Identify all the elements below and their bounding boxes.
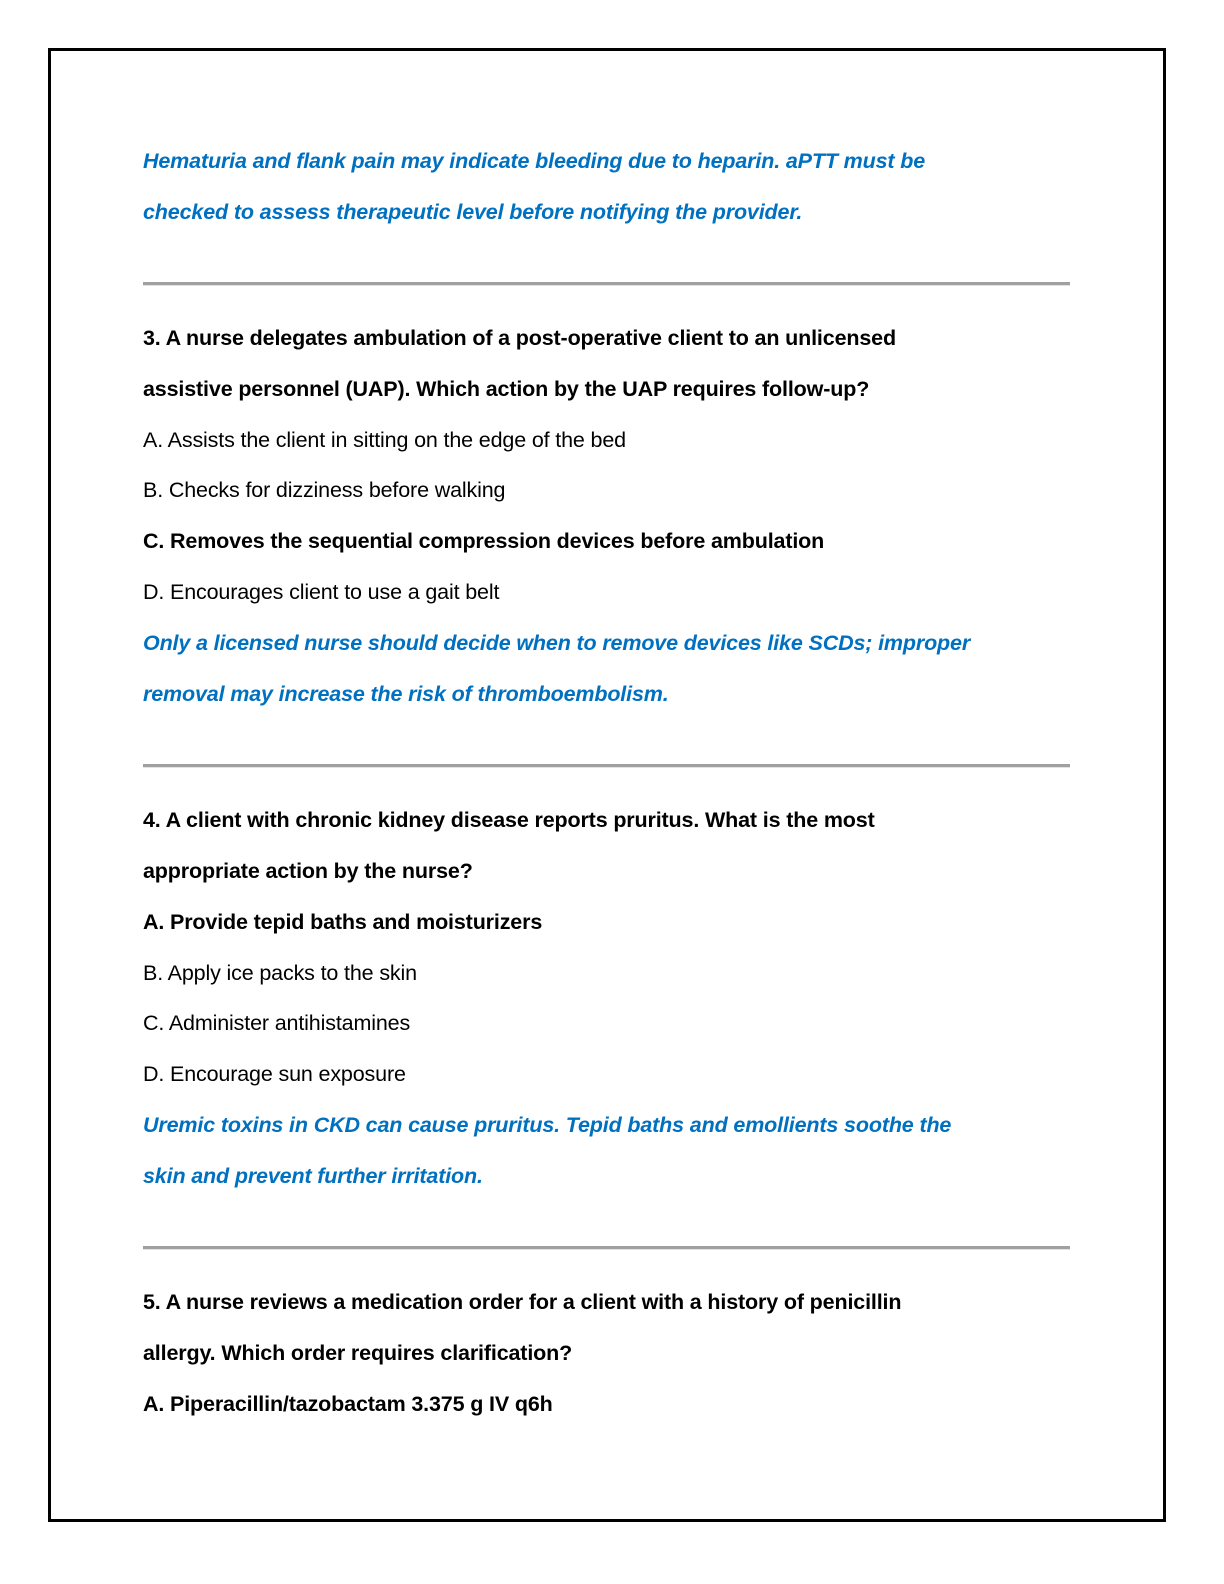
- answer-option-b: B. Apply ice packs to the skin: [143, 960, 417, 985]
- question-text: allergy. Which order requires clarification?: [143, 1340, 573, 1365]
- rationale-line: removal may increase the risk of thromboembolism.: [143, 682, 669, 707]
- question-text: 3. A nurse delegates ambulation of a post-operative client to an unlicensed: [143, 325, 896, 350]
- question-block-3: [143, 313, 1073, 720]
- question-text: 5. A nurse reviews a medication order for a client with a history of penicillin: [143, 1290, 902, 1315]
- answer-option-b: B. Checks for dizziness before walking: [143, 478, 506, 503]
- intro-rationale: [143, 136, 1073, 238]
- question-text: 4. A client with chronic kidney disease reports pruritus. What is the most: [143, 807, 875, 832]
- answer-option-c-correct: C. Removes the sequential compression devices before ambulation: [143, 529, 825, 554]
- question-block-5: [143, 1277, 1073, 1430]
- answer-option-c: C. Administer antihistamines: [143, 1011, 411, 1036]
- rationale-line: Only a licensed nurse should decide when to remove devices like SCDs; improper: [143, 631, 971, 656]
- answer-option-d: D. Encourage sun exposure: [143, 1062, 406, 1087]
- rationale-line: Hematuria and flank pain may indicate bleeding due to heparin. aPTT must be: [143, 149, 926, 173]
- rationale-line: checked to assess therapeutic level before notifying the provider.: [143, 199, 803, 224]
- answer-option-a-correct: A. Provide tepid baths and moisturizers: [143, 909, 543, 934]
- question-block-4: [143, 795, 1073, 1202]
- answer-option-a-correct: A. Piperacillin/tazobactam 3.375 g IV q6h: [143, 1391, 553, 1416]
- question-text: appropriate action by the nurse?: [143, 858, 473, 883]
- answer-option-d: D. Encourages client to use a gait belt: [143, 580, 500, 605]
- question-text: assistive personnel (UAP). Which action by the UAP requires follow-up?: [143, 376, 870, 401]
- rationale-line: skin and prevent further irritation.: [143, 1164, 483, 1189]
- answer-option-a: A. Assists the client in sitting on the edge of the bed: [143, 427, 626, 452]
- document-content: [143, 136, 1073, 1430]
- rationale-line: Uremic toxins in CKD can cause pruritus. Tepid baths and emollients soothe the: [143, 1113, 952, 1138]
